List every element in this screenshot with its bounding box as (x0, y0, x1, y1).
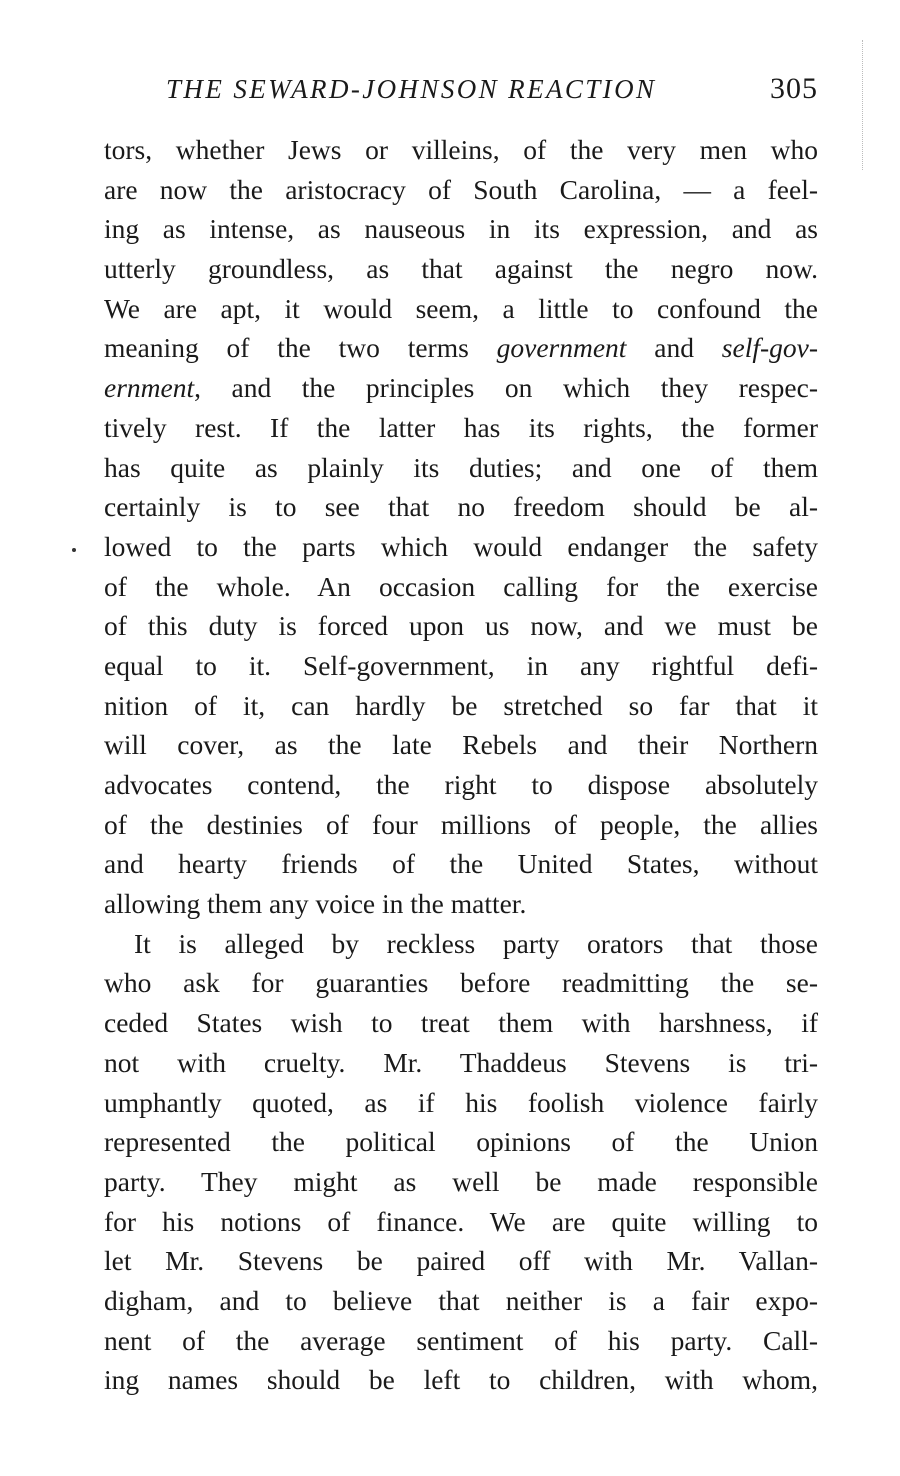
text-line (104, 368, 818, 408)
text-line: digham, and to believe that neither is a fair expo- (104, 1284, 818, 1316)
italic-term-self-government-part1: self-gov- (721, 332, 818, 364)
text-line: umphantly quoted, as if his foolish violence fairly (104, 1086, 818, 1118)
text-line: nition of it, can hardly be stretched so far that it (104, 689, 818, 721)
text-line: It is alleged by reckless party orators that those (134, 927, 818, 959)
text-line: tively rest. If the latter has its rights, the former (104, 411, 818, 443)
italic-term-self-government-part2: ernment (104, 372, 195, 404)
text-line: of the whole. An occasion calling for the exercise (104, 570, 818, 602)
margin-mark (72, 548, 76, 552)
text-fragment: and (626, 332, 722, 364)
text-fragment: meaning of the two terms (104, 332, 497, 364)
text-fragment: , and the principles on which they respec- (194, 372, 818, 404)
text-line: represented the political opinions of the Union (104, 1126, 818, 1158)
body-text (104, 130, 818, 1400)
text-line: will cover, as the late Rebels and their Northern (104, 729, 818, 761)
text-line: of this duty is forced upon us now, and we must be (104, 610, 818, 642)
text-line: who ask for guaranties before readmitting the se- (104, 967, 818, 999)
page-edge-mark (862, 40, 864, 170)
text-line: equal to it. Self-government, in any rightful defi- (104, 649, 818, 681)
running-title: THE SEWARD-JOHNSON REACTION (166, 74, 657, 104)
running-header (104, 74, 818, 114)
text-line: tors, whether Jews or villeins, of the very men who (104, 134, 818, 165)
text-line: We are apt, it would seem, a little to confound the (104, 292, 818, 324)
italic-term-government: government (496, 332, 627, 364)
text-line: let Mr. Stevens be paired off with Mr. Vallan- (104, 1245, 818, 1277)
text-line: certainly is to see that no freedom should be al- (104, 491, 818, 523)
text-line: of the destinies of four millions of people, the allies (104, 808, 818, 840)
text-line: nent of the average sentiment of his party. Call- (104, 1324, 818, 1356)
text-line: advocates contend, the right to dispose absolutely (104, 769, 818, 800)
text-line: allowing them any voice in the matter. (104, 888, 527, 920)
text-line: has quite as plainly its duties; and one of them (104, 451, 818, 483)
text-line: not with cruelty. Mr. Thaddeus Stevens is tri- (104, 1046, 818, 1078)
text-line (104, 328, 818, 368)
text-line: party. They might as well be made responsible (104, 1165, 818, 1197)
text-line: for his notions of finance. We are quite willing to (104, 1205, 818, 1237)
text-line: utterly groundless, as that against the negro now. (104, 253, 818, 285)
text-line: lowed to the parts which would endanger the safety (104, 530, 818, 562)
text-line: ing names should be left to children, with whom, (104, 1364, 818, 1396)
text-line: ing as intense, as nauseous in its expression, and as (104, 213, 818, 245)
text-line: and hearty friends of the United States, without (104, 848, 818, 880)
page-number: 305 (770, 72, 818, 105)
text-line: ceded States wish to treat them with harshness, if (104, 1007, 818, 1039)
text-line: are now the aristocracy of South Carolina, — a feel- (104, 173, 818, 205)
